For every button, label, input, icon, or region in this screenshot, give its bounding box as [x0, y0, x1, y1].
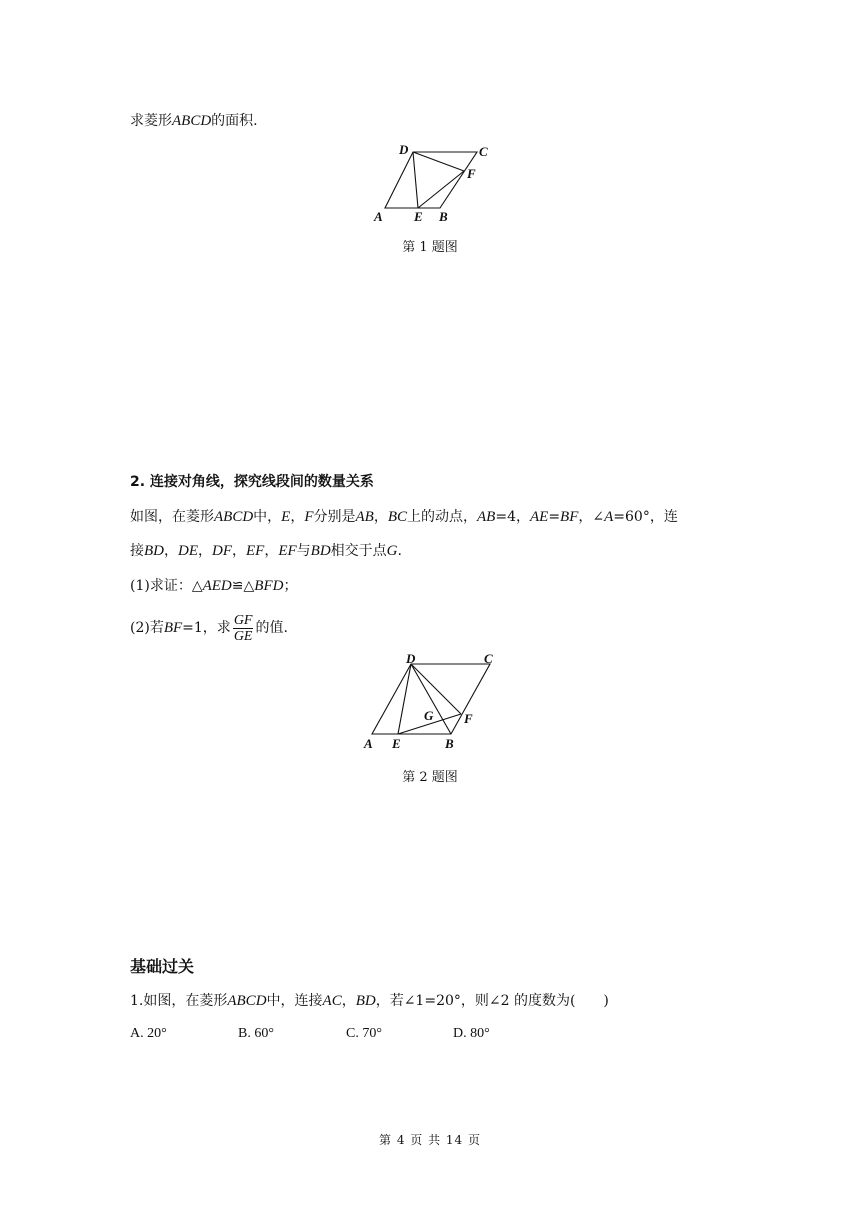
label-A: A	[364, 736, 373, 751]
label-F: F	[464, 711, 473, 726]
question-2: (2)若BF=1，求 $\frac{GF}{GE}$ 的值.	[130, 612, 288, 644]
figure-1-rhombus	[365, 140, 505, 230]
label-B: B	[445, 736, 454, 751]
section-heading-basic: 基础过关	[130, 957, 195, 976]
label-C: C	[484, 651, 493, 666]
label-D: D	[406, 651, 416, 666]
label-C: C	[479, 144, 488, 159]
label-E: E	[414, 209, 423, 224]
option-d[interactable]: D. 80°	[453, 1026, 490, 1041]
problem-line-1: 如图，在菱形ABCD中，E，F分别是AB，BC上的动点，AB=4，AE=BF，∠A=60°，连	[130, 509, 678, 525]
problem-text: 求菱形ABCD的面积.	[130, 113, 258, 129]
option-c[interactable]: C. 70°	[346, 1026, 382, 1041]
label-G: G	[424, 708, 434, 723]
question-basic-1: 1.如图，在菱形ABCD中，连接AC，BD，若∠1=20°，则∠2 的度数为( )	[130, 993, 609, 1009]
label-B: B	[439, 209, 448, 224]
figure-2-rhombus	[355, 648, 505, 752]
page-footer: 第 4 页 共 14 页	[379, 1133, 481, 1147]
figure-1-caption: 第 1 题图	[402, 240, 458, 255]
option-a[interactable]: A. 20°	[130, 1026, 167, 1041]
label-F: F	[467, 166, 476, 181]
figure-2-caption: 第 2 题图	[402, 770, 458, 785]
label-E: E	[392, 736, 401, 751]
question-1: (1)求证：△AED≌△BFD；	[130, 578, 298, 594]
section-heading: 2. 连接对角线，探究线段间的数量关系	[130, 474, 374, 490]
label-D: D	[399, 142, 409, 157]
label-A: A	[374, 209, 383, 224]
option-b[interactable]: B. 60°	[238, 1026, 274, 1041]
fraction-gf-ge: $\frac{GF}{GE}$	[233, 612, 253, 644]
problem-line-2: 接BD，DE，DF，EF，EF与BD相交于点G.	[130, 543, 402, 559]
